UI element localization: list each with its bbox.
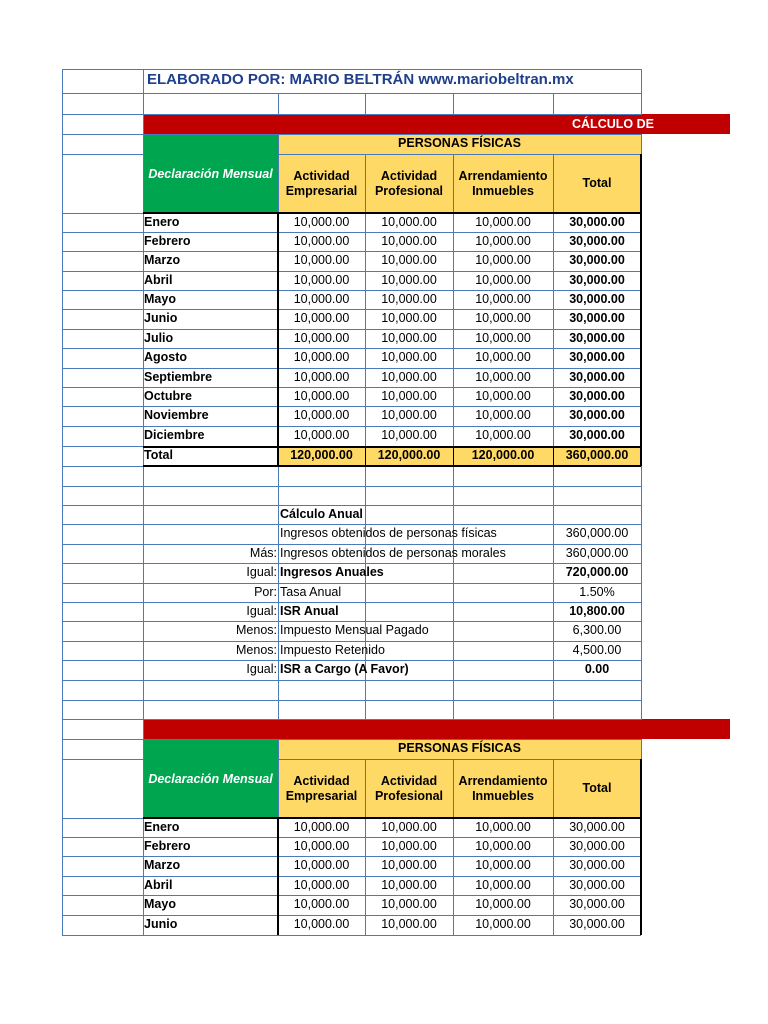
month-label: Mayo [144,292,176,306]
month-label: Junio [144,311,178,325]
column-header-col2: Actividad Profesional [374,168,444,198]
value-arrendamiento: 10,000.00 [475,234,531,248]
value-total: 30,000.00 [569,389,625,403]
month-label: Agosto [144,350,188,364]
operator-label: Más: [249,546,277,560]
gridline [62,700,641,701]
concept-value: 1.50% [579,585,615,599]
value-empresarial: 10,000.00 [293,292,350,306]
value-arrendamiento: 10,000.00 [475,389,531,403]
value-profesional: 10,000.00 [381,370,437,384]
concept-value: 6,300.00 [572,623,622,637]
operator-label: Por: [254,585,277,599]
value-total-2: 30,000.00 [569,878,625,892]
value-arrendamiento: 10,000.00 [475,331,531,345]
calculo-banner-title: CÁLCULO DE [572,117,654,131]
value-total: 30,000.00 [569,292,625,306]
value-empresarial: 10,000.00 [293,253,350,267]
value-arrendamiento-2: 10,000.00 [475,897,531,911]
value-empresarial-2: 10,000.00 [293,897,350,911]
concept-label: Impuesto Retenido [280,643,385,657]
value-profesional: 10,000.00 [381,350,437,364]
concept-value: 360,000.00 [565,526,629,540]
column-header-col1-2: Actividad Empresarial [285,773,358,803]
declaracion-mensual-label: Declaración Mensual [148,166,273,181]
gridline [62,93,641,94]
value-total: 30,000.00 [569,408,625,422]
concept-value: 10,800.00 [569,604,625,618]
gridline [62,486,641,487]
month-label: Diciembre [144,428,205,442]
value-total: 30,000.00 [569,311,625,325]
value-total: 30,000.00 [569,215,625,229]
concept-label: ISR Anual [280,604,339,618]
value-total: 30,000.00 [569,350,625,364]
value-profesional: 10,000.00 [381,234,437,248]
value-profesional-2: 10,000.00 [381,917,437,931]
value-total-2: 30,000.00 [569,820,625,834]
value-arrendamiento: 10,000.00 [475,273,531,287]
operator-label: Igual: [246,604,277,618]
concept-label: Ingresos obtenidos de personas morales [280,546,506,560]
value-total-2: 30,000.00 [569,897,625,911]
value-arrendamiento: 10,000.00 [475,253,531,267]
concept-value: 0.00 [584,662,610,676]
value-profesional: 10,000.00 [381,331,437,345]
value-total: 30,000.00 [569,428,625,442]
value-arrendamiento: 10,000.00 [475,350,531,364]
value-profesional: 10,000.00 [381,253,437,267]
month-label-2: Enero [144,820,180,834]
month-label-2: Marzo [144,858,181,872]
concept-value: 360,000.00 [565,546,629,560]
value-arrendamiento: 10,000.00 [475,215,531,229]
value-empresarial: 10,000.00 [293,428,350,442]
month-label-2: Febrero [144,839,191,853]
value-profesional-2: 10,000.00 [381,897,437,911]
value-empresarial: 10,000.00 [293,389,350,403]
value-empresarial: 10,000.00 [293,370,350,384]
red-banner-fill-2 [144,720,730,739]
value-arrendamiento-2: 10,000.00 [475,917,531,931]
value-arrendamiento-2: 10,000.00 [475,878,531,892]
value-empresarial: 10,000.00 [293,350,350,364]
value-total-2: 30,000.00 [569,917,625,931]
value-total: 30,000.00 [569,331,625,345]
group-header-2: PERSONAS FÍSICAS [398,741,521,755]
author-title: ELABORADO POR: MARIO BELTRÁN www.mariobeltran.mx [147,71,574,88]
month-label: Julio [144,331,174,345]
total-total: 360,000.00 [565,448,629,462]
value-total: 30,000.00 [569,234,625,248]
column-header-col3-2: Arrendamiento Inmuebles [458,773,548,803]
column-header-col4: Total [582,176,612,190]
gridline [62,935,641,936]
concept-value: 720,000.00 [565,565,629,579]
month-label-2: Mayo [144,897,176,911]
gridline [62,69,63,935]
value-total-2: 30,000.00 [569,858,625,872]
concept-value: 4,500.00 [572,643,622,657]
value-empresarial: 10,000.00 [293,215,350,229]
value-arrendamiento-2: 10,000.00 [475,839,531,853]
value-empresarial: 10,000.00 [293,273,350,287]
concept-label: ISR a Cargo (A Favor) [280,662,409,676]
month-label: Enero [144,215,180,229]
value-empresarial: 10,000.00 [293,331,350,345]
concept-label: Ingresos obtenidos de personas físicas [280,526,497,540]
value-arrendamiento-2: 10,000.00 [475,858,531,872]
month-label: Septiembre [144,370,213,384]
group-header: PERSONAS FÍSICAS [398,136,521,150]
operator-label: Menos: [236,623,277,637]
total-label: Total [144,448,173,462]
value-profesional: 10,000.00 [381,408,437,422]
calculo-anual-title: Cálculo Anual [280,507,363,521]
value-empresarial-2: 10,000.00 [293,878,350,892]
value-profesional-2: 10,000.00 [381,858,437,872]
total-empresarial: 120,000.00 [290,448,353,462]
declaracion-mensual-label-2: Declaración Mensual [148,771,273,786]
total-arrendamiento: 120,000.00 [471,448,535,462]
value-profesional-2: 10,000.00 [381,820,437,834]
total-profesional: 120,000.00 [377,448,441,462]
operator-label: Igual: [246,565,277,579]
value-profesional-2: 10,000.00 [381,839,437,853]
month-label-2: Abril [144,878,173,892]
concept-label: Tasa Anual [280,585,342,599]
value-empresarial-2: 10,000.00 [293,820,350,834]
column-header-col3: Arrendamiento Inmuebles [458,168,548,198]
value-profesional: 10,000.00 [381,215,437,229]
operator-label: Menos: [236,643,277,657]
column-header-col2-2: Actividad Profesional [374,773,444,803]
value-arrendamiento: 10,000.00 [475,370,531,384]
month-label: Marzo [144,253,181,267]
month-label: Octubre [144,389,192,403]
value-profesional: 10,000.00 [381,389,437,403]
value-profesional: 10,000.00 [381,428,437,442]
month-label: Febrero [144,234,191,248]
value-profesional: 10,000.00 [381,273,437,287]
value-arrendamiento-2: 10,000.00 [475,820,531,834]
value-total-2: 30,000.00 [569,839,625,853]
value-empresarial: 10,000.00 [293,234,350,248]
value-profesional-2: 10,000.00 [381,878,437,892]
value-empresarial: 10,000.00 [293,408,350,422]
gridline [62,680,641,681]
value-profesional: 10,000.00 [381,292,437,306]
column-header-col4-2: Total [582,781,612,795]
value-arrendamiento: 10,000.00 [475,428,531,442]
value-total: 30,000.00 [569,273,625,287]
month-label: Noviembre [144,408,209,422]
month-label-2: Junio [144,917,178,931]
value-total: 30,000.00 [569,370,625,384]
value-empresarial-2: 10,000.00 [293,839,350,853]
value-arrendamiento: 10,000.00 [475,292,531,306]
month-label: Abril [144,273,173,287]
value-total: 30,000.00 [569,253,625,267]
value-empresarial-2: 10,000.00 [293,917,350,931]
concept-label: Impuesto Mensual Pagado [280,623,429,637]
operator-label: Igual: [246,662,277,676]
value-arrendamiento: 10,000.00 [475,408,531,422]
value-empresarial: 10,000.00 [293,311,350,325]
column-header-col1: Actividad Empresarial [285,168,358,198]
border-line [143,465,641,467]
concept-label: Ingresos Anuales [280,565,384,579]
value-arrendamiento: 10,000.00 [475,311,531,325]
value-profesional: 10,000.00 [381,311,437,325]
value-empresarial-2: 10,000.00 [293,858,350,872]
